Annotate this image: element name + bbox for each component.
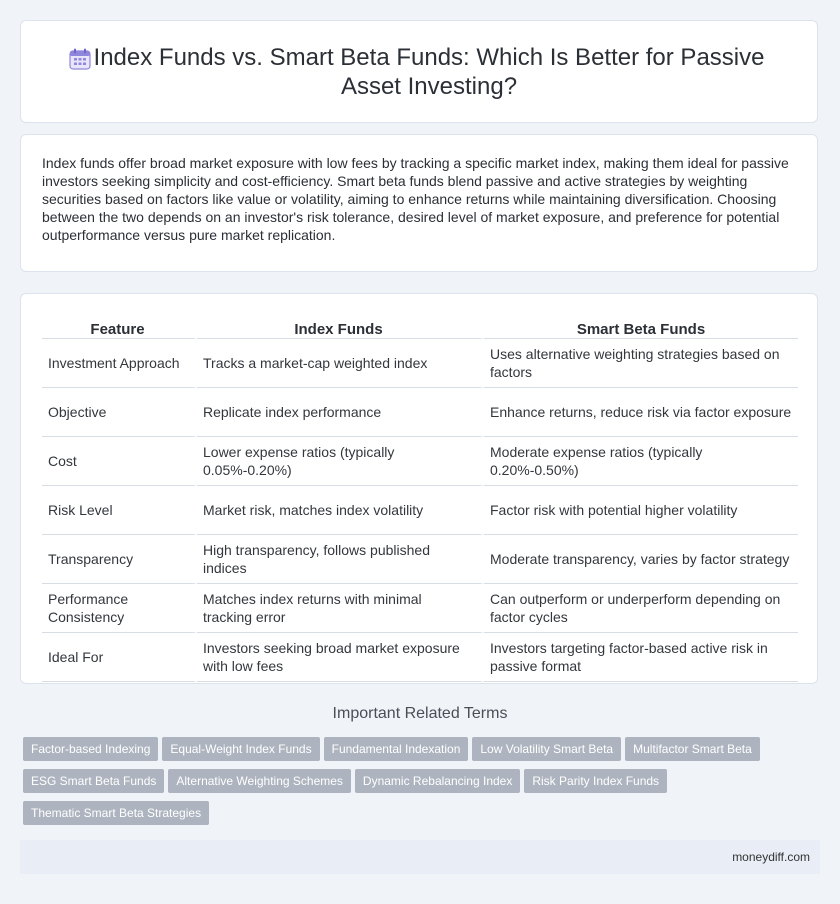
header-index-funds: Index Funds: [197, 316, 484, 339]
tag-dynamic-rebalancing-index[interactable]: Dynamic Rebalancing Index: [355, 769, 520, 793]
footer-site-link[interactable]: moneydiff.com: [732, 850, 810, 864]
footer: [20, 840, 820, 874]
feature-cell: Transparency: [42, 535, 197, 584]
index-funds-cell: Lower expense ratios (typically 0.05%-0.20%): [197, 437, 484, 486]
related-terms-heading: Important Related Terms: [332, 705, 508, 722]
related-terms-tags: [23, 737, 803, 833]
feature-cell: Investment Approach: [42, 339, 197, 388]
page-title: Index Funds vs. Smart Beta Funds: Which Is Better for Passive Asset Investing?: [93, 44, 765, 100]
smart-beta-cell: Enhance returns, reduce risk via factor exposure: [484, 388, 798, 437]
smart-beta-cell: Can outperform or underperform depending on factor cycles: [484, 584, 798, 633]
table-row: [42, 437, 798, 486]
feature-cell: Objective: [42, 388, 197, 437]
index-funds-cell: High transparency, follows published indices: [197, 535, 484, 584]
header-feature: Feature: [42, 316, 197, 339]
index-funds-cell: Tracks a market-cap weighted index: [197, 339, 484, 388]
table-row: [42, 486, 798, 535]
tag-risk-parity-index-funds[interactable]: Risk Parity Index Funds: [524, 769, 667, 793]
header-smart-beta-funds: Smart Beta Funds: [484, 316, 798, 339]
table-header-row: [42, 316, 798, 339]
index-funds-cell: Market risk, matches index volatility: [197, 486, 484, 535]
tag-low-volatility-smart-beta[interactable]: Low Volatility Smart Beta: [472, 737, 621, 761]
tag-alternative-weighting-schemes[interactable]: Alternative Weighting Schemes: [168, 769, 351, 793]
tag-thematic-smart-beta-strategies[interactable]: Thematic Smart Beta Strategies: [23, 801, 209, 825]
smart-beta-cell: Moderate transparency, varies by factor strategy: [484, 535, 798, 584]
tag-fundamental-indexation[interactable]: Fundamental Indexation: [324, 737, 469, 761]
smart-beta-cell: Uses alternative weighting strategies based on factors: [484, 339, 798, 388]
title-card: [20, 20, 818, 123]
feature-cell: Ideal For: [42, 633, 197, 682]
table-row: [42, 535, 798, 584]
tag-esg-smart-beta-funds[interactable]: ESG Smart Beta Funds: [23, 769, 164, 793]
table-row: [42, 633, 798, 682]
index-funds-cell: Matches index returns with minimal tracking error: [197, 584, 484, 633]
index-funds-cell: Investors seeking broad market exposure with low fees: [197, 633, 484, 682]
comparison-table-card: [20, 293, 818, 684]
table-row: [42, 584, 798, 633]
table-row: [42, 339, 798, 388]
tag-factor-based-indexing[interactable]: Factor-based Indexing: [23, 737, 158, 761]
comparison-table: [42, 316, 798, 682]
tag-equal-weight-index-funds[interactable]: Equal-Weight Index Funds: [162, 737, 319, 761]
intro-paragraph: Index funds offer broad market exposure with low fees by tracking a specific market index, making them ideal for passive investors seeking simplicity and cost-efficiency. Smart beta funds blend passive and active strategies by weighting securities based on factors like value or volatility, aiming to enhance returns while maintaining diversification. Choosing between the two depends on an investor's risk tolerance, desired level of market exposure, and preference for potential outperformance versus pure market replication.: [42, 155, 789, 243]
feature-cell: Cost: [42, 437, 197, 486]
feature-cell: Risk Level: [42, 486, 197, 535]
smart-beta-cell: Factor risk with potential higher volatility: [484, 486, 798, 535]
index-funds-cell: Replicate index performance: [197, 388, 484, 437]
tag-multifactor-smart-beta[interactable]: Multifactor Smart Beta: [625, 737, 760, 761]
smart-beta-cell: Investors targeting factor-based active risk in passive format: [484, 633, 798, 682]
table-row: [42, 388, 798, 437]
smart-beta-cell: Moderate expense ratios (typically 0.20%-0.50%): [484, 437, 798, 486]
feature-cell: Performance Consistency: [42, 584, 197, 633]
intro-card: [20, 134, 818, 272]
